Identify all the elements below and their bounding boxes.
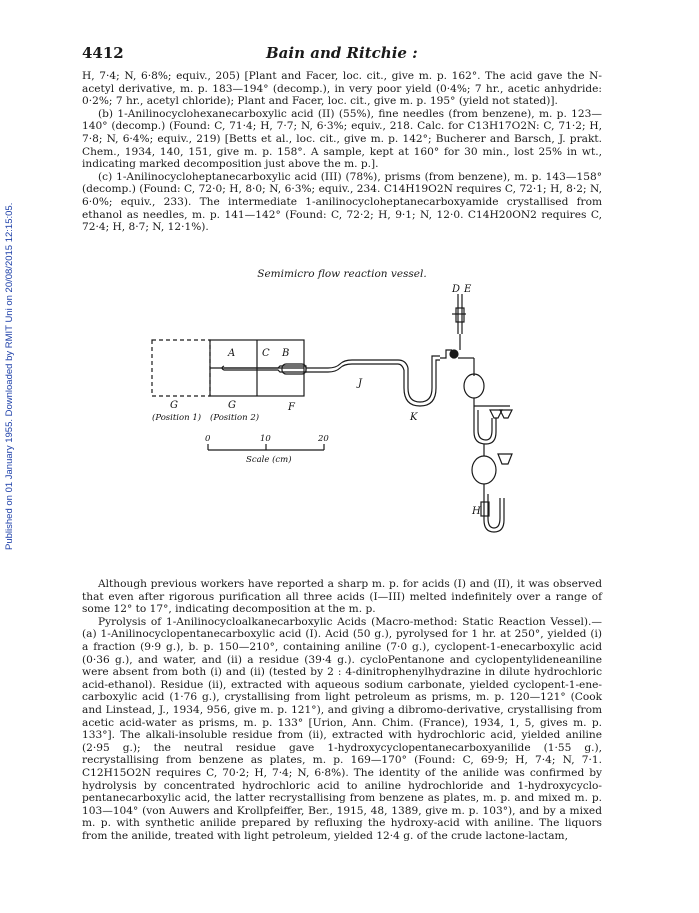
label-e: E <box>464 284 472 295</box>
scale-caption: Scale (cm) <box>246 455 292 465</box>
label-position-1: (Position 1) <box>152 413 202 423</box>
label-b: B <box>282 348 290 359</box>
apparatus-diagram <box>140 284 540 544</box>
u-tube-h <box>484 494 504 532</box>
label-h: H <box>472 506 481 517</box>
label-position-2: (Position 2) <box>210 413 260 423</box>
top-text-block <box>82 70 602 234</box>
page-header <box>82 44 602 64</box>
trap-bulb-1 <box>464 374 484 398</box>
label-d: D <box>452 284 461 295</box>
label-a: A <box>228 348 236 359</box>
label-g-2: G <box>228 400 236 411</box>
label-f: F <box>288 402 295 413</box>
paragraph-acid-ii: (b) 1-Anilinocyclohexanecarboxylic acid (II) (55%), fine needles (from benzene), m. p. 123—140° (decomp.) (Found: C, 71·4; H, 7·7; N, 6·3%; equiv., 218. Calc. for C13H17O2N: C, 71·2; H, 7·8; N, 6·4%; equiv., 219) [Betts et al., loc. cit., give m. p. 142°; Bucherer and Barsch, J. prakt. Chem., 1934, 140, 151, give m. p. 158°. A sample, kept at 160° for 30 min., lost 25% in wt., indicating marked decomposition just above the m. p.]. <box>82 107 602 171</box>
label-c: C <box>262 348 270 359</box>
side-receiver-3 <box>498 454 512 464</box>
paragraph-melting-range: Although previous workers have reported a sharp m. p. for acids (I) and (II), it was observed that even after rigorous purification all three acids (I—III) melted indefinitely over a range of some 12° to 17°, indicating decomposition at the m. p. <box>82 578 602 616</box>
u-tube-k-outer <box>404 360 440 406</box>
paragraph-pyrolysis: Pyrolysis of 1-Anilinocycloalkanecarboxylic Acids (Macro-method: Static Reaction Vessel).—(a) 1-Anilinocyclopentanecarboxylic acid (I). Acid (50 g.), pyrolysed for 1 hr. at 250°, yielded (i) a fraction (9·9 g.), b. p. 150—210°, containing aniline (7·0 g.), cyclopent-1-enecarboxylic acid (0·36 g.), and water, and (ii) a residue (39·4 g.). cycloPentanone and cyclopentylideneaniline were absent from both (i) and (ii) (tested by 2 : 4-dinitrophenylhydrazine in dilute hydrochloric acid-ethanol). Residue (ii), extracted with aqueous sodium carbonate, yielded cyclopent-1-ene-carboxylic acid (1·76 g.), crystallising from light petroleum as prisms, m. p. 120—121° (Cook and Linstead, J., 1934, 956, give m. p. 121°), and giving a dibromo-derivative, crystallising from acetic acid-water as prisms, m. p. 133° [Urion, Ann. Chim. (France), 1934, 1, 5, gives m. p. 133°]. The alkali-insoluble residue from (ii), extracted with hydrochloric acid, yielded aniline (2·95 g.); the neutral residue gave 1-hydroxycyclopentanecarboxyanilide (1·55 g.), recrystallising from benzene as plates, m. p. 169—170° (Found: C, 69·9; H, 7·4; N, 7·1. C12H15O2N requires C, 70·2; H, 7·4; N, 6·8%). The identity of the anilide was confirmed by hydrolysis by concentrated hydrochloric acid to aniline hydrochloride and 1-hydroxycyclo-pentanecarboxylic acid, the latter recrystallising from benzene as plates, m. p. and mixed m. p. 103—104° (von Auwers and Krollpfeiffer, Ber., 1915, 48, 1389, give m. p. 103°), and by a mixed m. p. with synthetic anilide prepared by refluxing the hydroxy-acid with aniline. The liquors from the anilide, treated with light petroleum, yielded 12·4 g. of the crude lactone-lactam, <box>82 615 602 842</box>
figure-caption: Semimicro flow reaction vessel. <box>257 268 427 280</box>
reaction-tube <box>222 366 306 372</box>
u-tube-h-inner <box>488 494 500 528</box>
scale-label-0: 0 <box>205 434 211 444</box>
download-notice-text: Published on 01 January 1955. Downloaded by RMIT Uni on 20/08/2015 12:15:05. <box>4 202 15 550</box>
label-j: J <box>358 378 363 389</box>
download-notice <box>4 60 16 880</box>
scale-label-10: 10 <box>260 434 271 444</box>
running-head: Bain and Ritchie : <box>266 44 418 62</box>
label-k: K <box>410 412 418 423</box>
inlet-joint <box>456 308 464 322</box>
apparatus-figure <box>140 284 540 544</box>
furnace-position-1 <box>152 340 210 396</box>
trap-bulb-2 <box>472 456 496 484</box>
u-tube-2-inner <box>478 410 492 440</box>
label-g-1: G <box>170 400 178 411</box>
paragraph-continuation: H, 7·4; N, 6·8%; equiv., 205) [Plant and Facer, loc. cit., give m. p. 162°. The acid gave the N-acetyl derivative, m. p. 183—194° (decomp.), in very poor yield (0·4%; 7 hr., acetic anhydride: 0·2%; 7 hr., acetyl chloride); Plant and Facer, loc. cit., give m. p. 195° (yield not stated)]. <box>82 70 602 108</box>
scale-label-20: 20 <box>318 434 329 444</box>
stopcock-1 <box>450 350 458 358</box>
paragraph-acid-iii: (c) 1-Anilinocycloheptanecarboxylic acid (III) (78%), prisms (from benzene), m. p. 143—158° (decomp.) (Found: C, 72·0; H, 8·0; N, 6·3%; equiv., 234. C14H19O2N requires C, 72·1; H, 8·2; N, 6·0%; equiv., 233). The intermediate 1-anilinocycloheptanecarboxyamide crystallised from ethanol as needles, m. p. 141—142° (Found: C, 72·2; H, 9·1; N, 12·0. C14H20ON2 requires C, 72·4; H, 8·7; N, 12·1%). <box>82 170 602 234</box>
page-number: 4412 <box>82 44 124 62</box>
bottom-text-block <box>82 578 602 842</box>
